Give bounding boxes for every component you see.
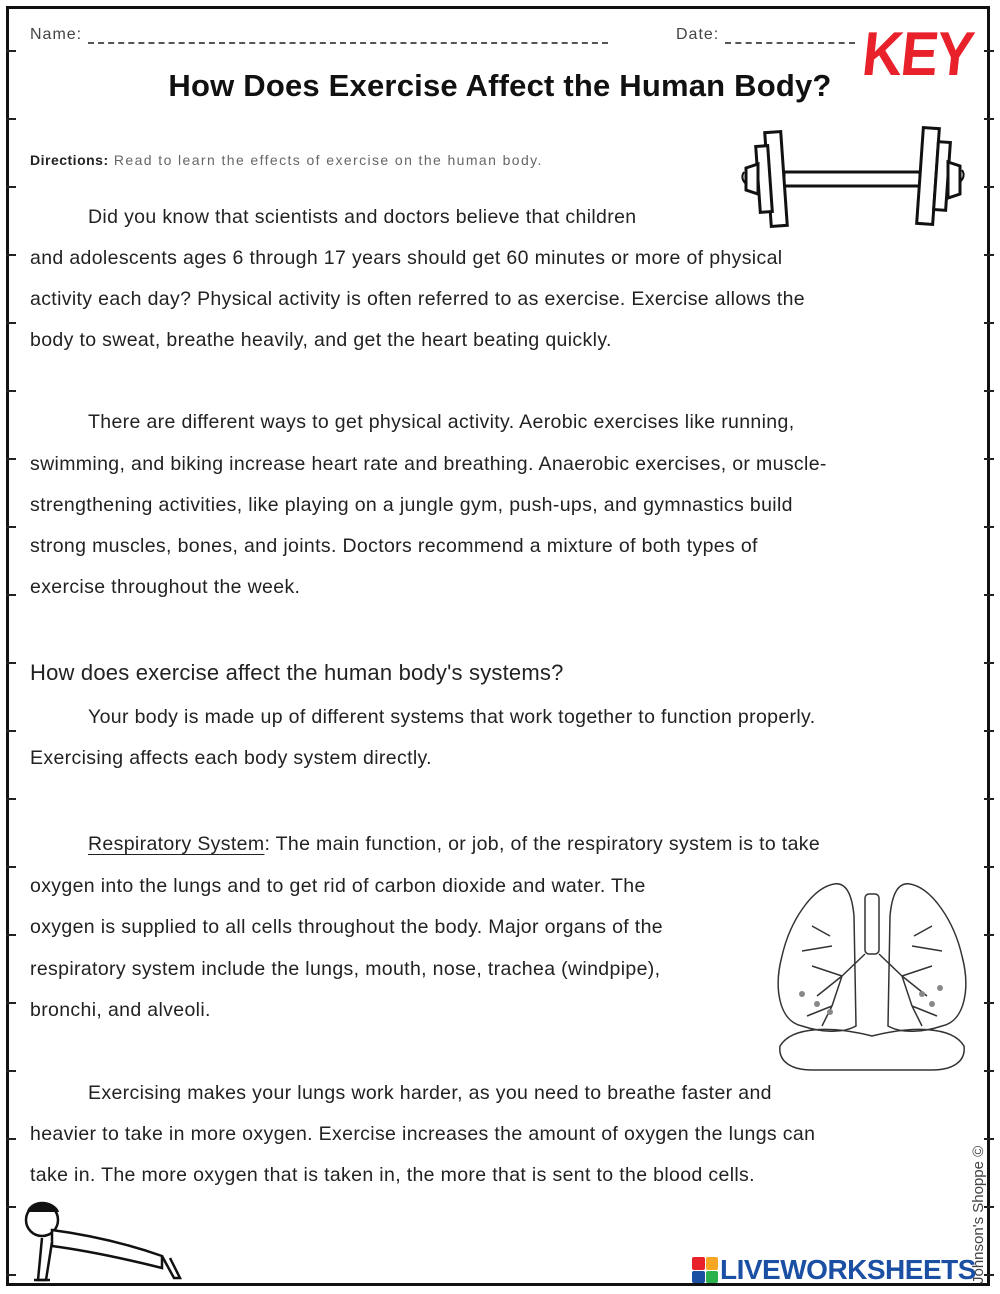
border-tick bbox=[984, 798, 994, 800]
lungs-icon bbox=[772, 876, 972, 1074]
border-tick bbox=[984, 526, 994, 528]
date-field[interactable] bbox=[725, 28, 855, 44]
border-tick bbox=[6, 186, 16, 188]
border-tick bbox=[6, 390, 16, 392]
paragraph-1-line-3: activity each day? Physical activity is often referred to as exercise. Exercise allows the bbox=[30, 288, 805, 310]
border-tick bbox=[6, 322, 16, 324]
border-tick bbox=[984, 322, 994, 324]
liveworksheets-brand bbox=[692, 1254, 976, 1286]
border-tick bbox=[984, 1070, 994, 1072]
border-tick bbox=[6, 254, 16, 256]
dumbbell-icon bbox=[738, 122, 968, 232]
border-tick bbox=[6, 458, 16, 460]
border-tick bbox=[984, 390, 994, 392]
paragraph-3-line-2: Exercising affects each body system directly. bbox=[30, 747, 432, 769]
respiratory-line-2: oxygen into the lungs and to get rid of carbon dioxide and water. The bbox=[30, 875, 646, 897]
name-row bbox=[30, 26, 608, 44]
border-tick bbox=[6, 50, 16, 52]
border-tick bbox=[6, 594, 16, 596]
name-label: Name: bbox=[30, 26, 83, 43]
directions bbox=[30, 152, 543, 168]
border-tick bbox=[984, 730, 994, 732]
border-tick bbox=[984, 662, 994, 664]
respiratory-line-4: respiratory system include the lungs, mouth, nose, trachea (windpipe), bbox=[30, 958, 661, 980]
paragraph-2-line-2: swimming, and biking increase heart rate and breathing. Anaerobic exercises, or muscle- bbox=[30, 453, 827, 475]
paragraph-2-line-3: strengthening activities, like playing on a jungle gym, push-ups, and gymnastics build bbox=[30, 494, 793, 516]
border-tick bbox=[6, 1070, 16, 1072]
border-tick bbox=[984, 186, 994, 188]
paragraph-5-line-2: heavier to take in more oxygen. Exercise increases the amount of oxygen the lungs can bbox=[30, 1123, 816, 1145]
border-tick bbox=[6, 730, 16, 732]
border-tick bbox=[6, 866, 16, 868]
respiratory-line-1-text: : The main function, or job, of the respiratory system is to take bbox=[264, 833, 821, 855]
paragraph-1-line-1: Did you know that scientists and doctors believe that children bbox=[88, 206, 637, 228]
directions-label: Directions: bbox=[30, 152, 109, 168]
border-tick bbox=[6, 526, 16, 528]
paragraph-5-line-3: take in. The more oxygen that is taken in, the more that is sent to the blood cells. bbox=[30, 1164, 755, 1186]
paragraph-1-line-2: and adolescents ages 6 through 17 years should get 60 minutes or more of physical bbox=[30, 247, 783, 269]
date-row bbox=[676, 26, 855, 44]
border-tick bbox=[6, 934, 16, 936]
border-tick bbox=[6, 1138, 16, 1140]
border-tick bbox=[6, 1002, 16, 1004]
brand-text: LIVEWORKSHEETS bbox=[720, 1254, 976, 1285]
paragraph-2-line-5: exercise throughout the week. bbox=[30, 576, 301, 598]
section-heading: How does exercise affect the human body's systems? bbox=[30, 660, 564, 685]
border-tick bbox=[984, 866, 994, 868]
paragraph-2-line-1: There are different ways to get physical activity. Aerobic exercises like running, bbox=[88, 411, 795, 433]
border-tick bbox=[984, 1002, 994, 1004]
paragraph-1-line-4: body to sweat, breathe heavily, and get the heart beating quickly. bbox=[30, 329, 612, 351]
copyright: Johnson's Shoppe © bbox=[970, 1145, 987, 1284]
border-tick bbox=[984, 254, 994, 256]
border-tick bbox=[984, 50, 994, 52]
border-tick bbox=[984, 1138, 994, 1140]
name-field[interactable] bbox=[88, 28, 608, 44]
liveworksheets-logo-icon bbox=[692, 1257, 718, 1283]
border-tick bbox=[6, 662, 16, 664]
border-tick bbox=[984, 458, 994, 460]
pushup-kid-icon bbox=[12, 1198, 182, 1288]
border-tick bbox=[984, 934, 994, 936]
date-label: Date: bbox=[676, 26, 720, 43]
key-stamp: KEY bbox=[859, 20, 976, 89]
border-tick bbox=[6, 798, 16, 800]
paragraph-5-line-1: Exercising makes your lungs work harder, as you need to breathe faster and bbox=[88, 1082, 772, 1104]
paragraph-3-line-1: Your body is made up of different systems that work together to function properly. bbox=[88, 706, 816, 728]
directions-text: Read to learn the effects of exercise on the human body. bbox=[113, 152, 543, 168]
border-tick bbox=[984, 594, 994, 596]
page-title: How Does Exercise Affect the Human Body? bbox=[168, 68, 832, 103]
respiratory-line-1 bbox=[30, 835, 820, 855]
paragraph-2-line-4: strong muscles, bones, and joints. Doctors recommend a mixture of both types of bbox=[30, 535, 758, 557]
respiratory-line-3: oxygen is supplied to all cells throughout the body. Major organs of the bbox=[30, 916, 663, 938]
respiratory-system-label: Respiratory System bbox=[88, 833, 265, 855]
border-tick bbox=[984, 118, 994, 120]
respiratory-line-5: bronchi, and alveoli. bbox=[30, 999, 211, 1021]
border-tick bbox=[6, 118, 16, 120]
